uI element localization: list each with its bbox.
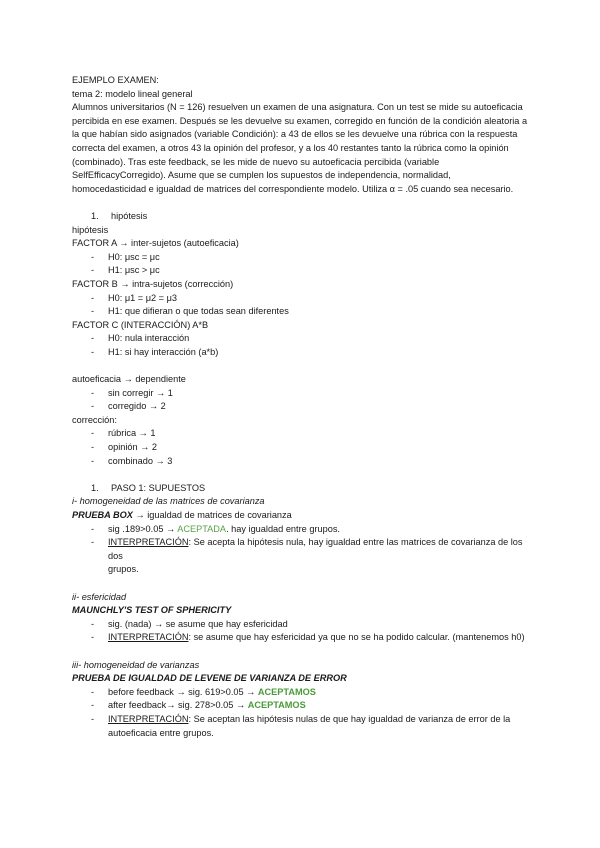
status-accepted: ACEPTADA: [177, 523, 227, 534]
list-item: - INTERPRETACIÓN: Se aceptan las hipótesis nulas de que hay igualdad de varianza de error de la: [91, 713, 511, 724]
list-number: 1.: [91, 210, 99, 221]
list-item: - H0: μsc = μc: [91, 251, 160, 262]
list-item: - H1: que difieran o que todas sean diferentes: [91, 306, 289, 317]
test-name-line: PRUEBA BOX → igualdad de matrices de covarianza: [72, 510, 292, 520]
test-name: PRUEBA DE IGUALDAD DE LEVENE DE VARIANZA DE ERROR: [72, 673, 347, 684]
interpretation-label: INTERPRETACIÓN: [108, 713, 189, 724]
status-accepted: ACEPTAMOS: [257, 686, 316, 697]
list-item: - H0: nula interacción: [91, 333, 190, 344]
list-item: - after feedback→ sig. 278>0.05 → ACEPTAMOS: [91, 700, 306, 711]
list-number: 1.: [91, 482, 99, 493]
list-item-continuation: autoeficacia entre grupos.: [108, 727, 214, 738]
subheading-hipotesis: hipótesis: [72, 224, 109, 235]
section-heading-supuestos: [72, 482, 532, 496]
subsection-title: iii- homogeneidad de varianzas: [72, 659, 200, 670]
intro-line: percibida en ese examen. Después se les devuelve su examen, corregido en función de la condición aleatoria a: [72, 115, 528, 126]
exam-title: EJEMPLO EXAMEN:: [72, 75, 159, 85]
factor-c-label: FACTOR C (INTERACCIÓN) A*B: [72, 319, 209, 330]
list-item: - before feedback → sig. 619>0.05 → ACEPTAMOS: [91, 686, 316, 697]
list-item: - H1: μsc > μc: [91, 265, 160, 276]
interpretation-label: INTERPRETACIÓN: [108, 537, 189, 548]
list-item: - corregido → 2: [91, 401, 166, 412]
heading-text: PASO 1: SUPUESTOS: [111, 482, 206, 493]
correccion-label: corrección:: [72, 414, 117, 425]
list-item: - opinión → 2: [91, 442, 158, 453]
list-item: - INTERPRETACIÓN: Se acepta la hipótesis nula, hay igualdad entre las matrices de covarianza de los dos: [91, 537, 523, 561]
intro-paragraph: [72, 101, 532, 196]
subsection-title: ii- esfericidad: [72, 591, 127, 602]
list-item: - combinado → 3: [91, 455, 173, 466]
heading-text: hipótesis: [111, 210, 148, 221]
status-accepted: ACEPTAMOS: [247, 700, 306, 711]
intro-line: (combinado). Tras este feedback, se les mide de nuevo su autoeficacia percibida (variable: [72, 156, 440, 167]
list-item: - INTERPRETACIÓN: se asume que hay esfericidad ya que no se ha podido calcular. (mantenemos h0): [91, 632, 525, 643]
intro-line: SelfEfficacyCorregido). Asume que se cumplen los supuestos de independencia, normalidad,: [72, 170, 451, 181]
list-item: - sin corregir → 1: [91, 387, 173, 398]
intro-line: homocedasticidad e igualdad de matrices del correspondiente modelo. Utiliza α = .05 cuando sea necesario.: [72, 183, 514, 194]
list-item: - H0: μ1 = μ2 = μ3: [91, 292, 178, 303]
list-item: - rúbrica → 1: [91, 428, 156, 439]
intro-line: correcta del examen, a otros 43 la opinión del profesor, y a los 40 restantes tanto la rúbrica como la opinión: [72, 142, 509, 153]
intro-line: Alumnos universitarios (N = 126) resuelven un examen de una asignatura. Con un test se mide su autoeficacia: [72, 102, 523, 113]
factor-b-label: FACTOR B → intra-sujetos (corrección): [72, 278, 234, 289]
section-heading-hipotesis: [72, 210, 532, 224]
list-item-continuation: grupos.: [108, 564, 139, 575]
document-page: [72, 74, 532, 740]
subsection-title: i- homogeneidad de las matrices de covarianza: [72, 496, 265, 507]
interpretation-label: INTERPRETACIÓN: [108, 632, 189, 643]
topic-title: tema 2: modelo lineal general: [72, 88, 193, 99]
autoeficacia-label: autoeficacia → dependiente: [72, 374, 186, 385]
intro-line: la que habían sido asignados (variable Condición): a 43 de ellos se les devuelve una rúbrica con la respuesta: [72, 129, 518, 140]
test-name: PRUEBA BOX: [72, 510, 133, 520]
factor-a-label: FACTOR A → inter-sujetos (autoeficacia): [72, 238, 239, 249]
list-item: - sig. (nada) → se asume que hay esfericidad: [91, 618, 288, 629]
list-item: - sig .189>0.05 → ACEPTADA. hay igualdad entre grupos.: [91, 523, 340, 534]
list-item: - H1: si hay interacción (a*b): [91, 346, 219, 357]
test-name: MAUNCHLY'S TEST OF SPHERICITY: [72, 605, 232, 616]
